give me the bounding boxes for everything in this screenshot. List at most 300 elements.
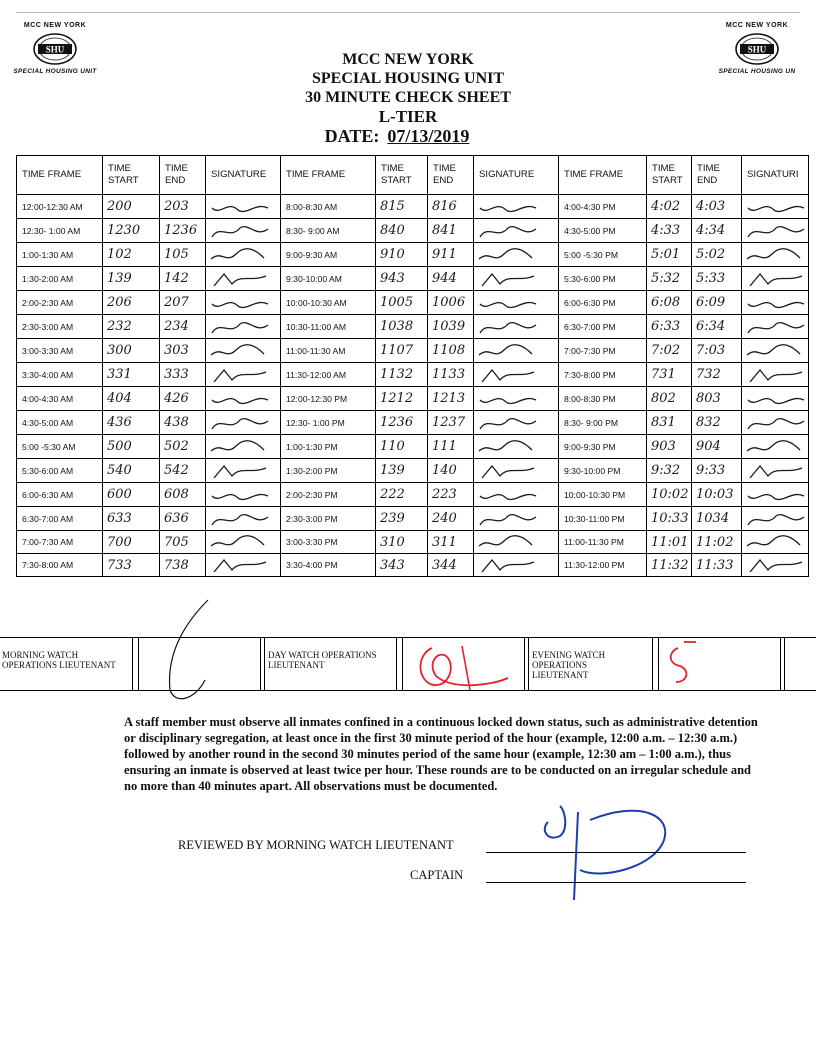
column-header: SIGNATURI [742, 156, 809, 195]
table-row [17, 459, 809, 483]
time-start-cell: 139 [103, 267, 160, 291]
time-end-cell: 816 [428, 195, 474, 219]
signature-cell [474, 554, 559, 577]
initials-signature [474, 436, 559, 458]
time-start-cell: 910 [376, 243, 428, 267]
signature-cell [474, 339, 559, 363]
signature-cell [206, 243, 281, 267]
time-frame-cell: 12:30- 1:00 AM [17, 219, 103, 243]
time-start-cell: 11:01 [647, 531, 692, 554]
time-end-cell: 5:02 [692, 243, 742, 267]
time-start-cell: 500 [103, 435, 160, 459]
morning-watch-label: MORNING WATCH OPERATIONS LIEUTENANT [2, 650, 116, 670]
signature-cell [742, 219, 809, 243]
time-end-cell: 502 [160, 435, 206, 459]
time-end-cell: 140 [428, 459, 474, 483]
signature-cell [474, 195, 559, 219]
table-row [17, 483, 809, 507]
time-frame-cell: 6:00-6:30 PM [559, 291, 647, 315]
table-row [17, 435, 809, 459]
signature-cell [206, 339, 281, 363]
time-frame-cell: 6:30-7:00 AM [17, 507, 103, 531]
time-start-cell: 9:32 [647, 459, 692, 483]
signature-cell [206, 531, 281, 554]
time-start-cell: 903 [647, 435, 692, 459]
policy-notice: A staff member must observe all inmates confined in a continuous locked down status, such as administrative detention or disciplinary segregation, at least once in the first 30 minute period of the hour (example, 12:00 a.m. – 12:30 a.m.) followed by another round in the second 30 minutes period of the same hour (example, 12:30 am – 1:00 a.m.), thus ensuring an inmate is observed at least twice per hour. These rounds are to be conducted on an irregular schedule and no more than 40 minutes apart. All observations must be documented. [124, 715, 758, 793]
initials-signature [206, 340, 281, 362]
table-row [17, 291, 809, 315]
time-end-cell: 1034 [692, 507, 742, 531]
time-frame-cell: 10:30-11:00 PM [559, 507, 647, 531]
column-header: TIME FRAME [559, 156, 647, 195]
title-tier: L-TIER [378, 107, 438, 126]
initials-signature [474, 484, 559, 506]
table-header-row [17, 156, 809, 195]
time-start-cell: 1132 [376, 363, 428, 387]
initials-signature [474, 340, 559, 362]
signature-cell [206, 554, 281, 577]
divider [264, 638, 265, 690]
table-row [17, 507, 809, 531]
time-start-cell: 1038 [376, 315, 428, 339]
time-frame-cell: 9:30-10:00 AM [281, 267, 376, 291]
table-body [17, 195, 809, 577]
initials-signature [206, 554, 281, 576]
time-start-cell: 802 [647, 387, 692, 411]
column-header: TIME END [692, 156, 742, 195]
time-start-cell: 206 [103, 291, 160, 315]
time-end-cell: 904 [692, 435, 742, 459]
time-start-cell: 7:02 [647, 339, 692, 363]
time-start-cell: 733 [103, 554, 160, 577]
time-frame-cell: 8:00-8:30 PM [559, 387, 647, 411]
time-start-cell: 540 [103, 459, 160, 483]
time-frame-cell: 1:30-2:00 PM [281, 459, 376, 483]
time-frame-cell: 1:00-1:30 PM [281, 435, 376, 459]
table-row [17, 219, 809, 243]
title-unit: SPECIAL HOUSING UNIT [311, 70, 505, 87]
watch-lieutenant-strip [0, 637, 816, 691]
signature-cell [742, 387, 809, 411]
time-frame-cell: 11:00-11:30 AM [281, 339, 376, 363]
signature-cell [474, 219, 559, 243]
initials-signature [206, 412, 281, 434]
signature-cell [742, 459, 809, 483]
initials-signature [206, 508, 281, 530]
signature-cell [742, 531, 809, 554]
time-end-cell: 705 [160, 531, 206, 554]
signature-cell [206, 459, 281, 483]
time-end-cell: 5:33 [692, 267, 742, 291]
signature-cell [742, 195, 809, 219]
time-frame-cell: 5:00 -5:30 AM [17, 435, 103, 459]
time-end-cell: 1108 [428, 339, 474, 363]
seal-bottom-text: SPECIAL HOUSING UNIT [13, 68, 97, 75]
initials-signature [206, 531, 281, 553]
column-header: TIME FRAME [281, 156, 376, 195]
time-frame-cell: 4:30-5:00 PM [559, 219, 647, 243]
time-end-cell: 333 [160, 363, 206, 387]
time-frame-cell: 7:30-8:00 PM [559, 363, 647, 387]
time-frame-cell: 12:00-12:30 AM [17, 195, 103, 219]
signature-cell [474, 363, 559, 387]
divider [132, 638, 133, 690]
divider [260, 638, 261, 690]
divider [784, 638, 785, 690]
signature-cell [742, 483, 809, 507]
signature-cell [206, 435, 281, 459]
time-end-cell: 142 [160, 267, 206, 291]
time-end-cell: 4:34 [692, 219, 742, 243]
initials-signature [206, 364, 281, 386]
time-frame-cell: 5:00 -5:30 PM [559, 243, 647, 267]
captain-line [486, 882, 746, 883]
time-frame-cell: 12:30- 1:00 PM [281, 411, 376, 435]
signature-cell [474, 315, 559, 339]
time-end-cell: 344 [428, 554, 474, 577]
time-frame-cell: 10:00-10:30 PM [559, 483, 647, 507]
time-start-cell: 5:01 [647, 243, 692, 267]
divider [658, 638, 659, 690]
divider [138, 638, 139, 690]
time-end-cell: 203 [160, 195, 206, 219]
seal-bottom-text: SPECIAL HOUSING UN [718, 68, 796, 75]
signature-cell [474, 483, 559, 507]
time-start-cell: 139 [376, 459, 428, 483]
time-end-cell: 438 [160, 411, 206, 435]
initials-signature [474, 244, 559, 266]
time-start-cell: 102 [103, 243, 160, 267]
time-start-cell: 731 [647, 363, 692, 387]
initials-signature [474, 268, 559, 290]
initials-signature [742, 340, 809, 362]
signature-cell [206, 363, 281, 387]
time-frame-cell: 9:00-9:30 PM [559, 435, 647, 459]
sheet-title-block [0, 50, 816, 146]
time-start-cell: 200 [103, 195, 160, 219]
time-frame-cell: 7:30-8:00 AM [17, 554, 103, 577]
initials-signature [474, 220, 559, 242]
time-start-cell: 222 [376, 483, 428, 507]
page-top-rule [16, 12, 800, 13]
check-sheet-table [16, 155, 809, 577]
initials-signature [742, 460, 809, 482]
time-end-cell: 7:03 [692, 339, 742, 363]
initials-signature [742, 388, 809, 410]
time-start-cell: 633 [103, 507, 160, 531]
initials-signature [742, 292, 809, 314]
table-row [17, 195, 809, 219]
time-end-cell: 911 [428, 243, 474, 267]
time-frame-cell: 2:30-3:00 PM [281, 507, 376, 531]
time-frame-cell: 4:00-4:30 PM [559, 195, 647, 219]
signature-cell [206, 267, 281, 291]
time-start-cell: 310 [376, 531, 428, 554]
initials-signature [742, 436, 809, 458]
table-row [17, 531, 809, 554]
table-row [17, 315, 809, 339]
initials-signature [206, 316, 281, 338]
seal-top-text: MCC NEW YORK [23, 22, 87, 29]
time-end-cell: 542 [160, 459, 206, 483]
signature-cell [474, 243, 559, 267]
signature-cell [206, 315, 281, 339]
time-start-cell: 5:32 [647, 267, 692, 291]
time-start-cell: 943 [376, 267, 428, 291]
time-start-cell: 600 [103, 483, 160, 507]
time-end-cell: 10:03 [692, 483, 742, 507]
signature-cell [742, 507, 809, 531]
seal-badge-text: SHU [747, 44, 767, 55]
time-end-cell: 832 [692, 411, 742, 435]
divider [780, 638, 781, 690]
time-frame-cell: 2:00-2:30 PM [281, 483, 376, 507]
initials-signature [474, 460, 559, 482]
signature-cell [206, 219, 281, 243]
time-end-cell: 9:33 [692, 459, 742, 483]
signature-cell [206, 291, 281, 315]
column-header: TIME END [160, 156, 206, 195]
time-start-cell: 4:33 [647, 219, 692, 243]
time-end-cell: 732 [692, 363, 742, 387]
divider [528, 638, 529, 690]
evening-watch-label: EVENING WATCH OPERATIONS LIEUTENANT [532, 650, 606, 680]
initials-signature [206, 196, 281, 218]
column-header: TIME END [428, 156, 474, 195]
captain-signature [545, 806, 665, 900]
time-start-cell: 1230 [103, 219, 160, 243]
time-frame-cell: 5:30-6:00 AM [17, 459, 103, 483]
time-end-cell: 1006 [428, 291, 474, 315]
time-start-cell: 232 [103, 315, 160, 339]
initials-signature [742, 220, 809, 242]
time-start-cell: 436 [103, 411, 160, 435]
time-end-cell: 207 [160, 291, 206, 315]
time-frame-cell: 10:30-11:00 AM [281, 315, 376, 339]
time-end-cell: 311 [428, 531, 474, 554]
initials-signature [742, 412, 809, 434]
time-end-cell: 111 [428, 435, 474, 459]
time-start-cell: 300 [103, 339, 160, 363]
signature-cell [206, 411, 281, 435]
date-line [0, 127, 816, 146]
initials-signature [474, 554, 559, 576]
time-start-cell: 1005 [376, 291, 428, 315]
signature-cell [474, 411, 559, 435]
time-end-cell: 11:33 [692, 554, 742, 577]
seal-top-text: MCC NEW YORK [725, 22, 789, 29]
signature-cell [742, 267, 809, 291]
initials-signature [474, 508, 559, 530]
initials-signature [206, 388, 281, 410]
signature-cell [206, 195, 281, 219]
time-end-cell: 1133 [428, 363, 474, 387]
initials-signature [742, 196, 809, 218]
signature-cell [742, 554, 809, 577]
initials-signature [742, 531, 809, 553]
initials-signature [474, 292, 559, 314]
time-frame-cell: 9:30-10:00 PM [559, 459, 647, 483]
time-end-cell: 234 [160, 315, 206, 339]
initials-signature [206, 436, 281, 458]
divider [524, 638, 525, 690]
divider [396, 638, 397, 690]
signature-cell [742, 411, 809, 435]
signature-cell [742, 435, 809, 459]
initials-signature [206, 484, 281, 506]
initials-signature [474, 316, 559, 338]
signature-cell [474, 267, 559, 291]
time-frame-cell: 3:00-3:30 AM [17, 339, 103, 363]
initials-signature [742, 364, 809, 386]
column-header: SIGNATURE [474, 156, 559, 195]
time-start-cell: 239 [376, 507, 428, 531]
time-start-cell: 1107 [376, 339, 428, 363]
time-frame-cell: 7:00-7:30 AM [17, 531, 103, 554]
table-row [17, 554, 809, 577]
signature-cell [206, 483, 281, 507]
signature-cell [742, 363, 809, 387]
initials-signature [474, 364, 559, 386]
signature-cell [474, 291, 559, 315]
time-start-cell: 10:33 [647, 507, 692, 531]
time-end-cell: 636 [160, 507, 206, 531]
column-header: TIME START [376, 156, 428, 195]
time-start-cell: 815 [376, 195, 428, 219]
date-value: 07/13/2019 [387, 126, 470, 146]
initials-signature [474, 531, 559, 553]
initials-signature [742, 268, 809, 290]
time-end-cell: 738 [160, 554, 206, 577]
signature-cell [742, 291, 809, 315]
seal-badge-text: SHU [45, 44, 65, 55]
time-frame-cell: 1:00-1:30 AM [17, 243, 103, 267]
time-start-cell: 343 [376, 554, 428, 577]
signature-cell [474, 435, 559, 459]
initials-signature [474, 412, 559, 434]
title-facility: MCC NEW YORK [342, 51, 474, 68]
column-header: TIME START [103, 156, 160, 195]
initials-signature [206, 268, 281, 290]
reviewed-by-line [486, 852, 746, 853]
time-frame-cell: 11:30-12:00 PM [559, 554, 647, 577]
time-frame-cell: 1:30-2:00 AM [17, 267, 103, 291]
time-end-cell: 944 [428, 267, 474, 291]
time-frame-cell: 10:00-10:30 AM [281, 291, 376, 315]
date-label: DATE: [324, 126, 380, 146]
signature-cell [474, 507, 559, 531]
signature-cell [474, 531, 559, 554]
time-end-cell: 1236 [160, 219, 206, 243]
time-frame-cell: 8:30- 9:00 AM [281, 219, 376, 243]
time-end-cell: 1213 [428, 387, 474, 411]
signature-cell [474, 387, 559, 411]
time-end-cell: 240 [428, 507, 474, 531]
time-start-cell: 6:33 [647, 315, 692, 339]
signature-cell [742, 315, 809, 339]
time-frame-cell: 11:30-12:00 AM [281, 363, 376, 387]
time-start-cell: 840 [376, 219, 428, 243]
column-header: TIME START [647, 156, 692, 195]
table-row [17, 267, 809, 291]
time-frame-cell: 8:30- 9:00 PM [559, 411, 647, 435]
initials-signature [474, 196, 559, 218]
time-start-cell: 10:02 [647, 483, 692, 507]
time-end-cell: 6:34 [692, 315, 742, 339]
time-end-cell: 1237 [428, 411, 474, 435]
table-row [17, 339, 809, 363]
time-frame-cell: 3:30-4:00 AM [17, 363, 103, 387]
initials-signature [742, 244, 809, 266]
time-frame-cell: 5:30-6:00 PM [559, 267, 647, 291]
time-end-cell: 1039 [428, 315, 474, 339]
day-watch-label: DAY WATCH OPERATIONS LIEUTENANT [268, 650, 377, 670]
signature-cell [206, 507, 281, 531]
title-sheet-name: 30 MINUTE CHECK SHEET [305, 89, 511, 106]
signature-cell [742, 243, 809, 267]
time-start-cell: 331 [103, 363, 160, 387]
time-start-cell: 1236 [376, 411, 428, 435]
initials-signature [742, 316, 809, 338]
signature-cell [742, 339, 809, 363]
time-start-cell: 4:02 [647, 195, 692, 219]
time-end-cell: 803 [692, 387, 742, 411]
time-start-cell: 6:08 [647, 291, 692, 315]
time-end-cell: 841 [428, 219, 474, 243]
table-row [17, 363, 809, 387]
time-end-cell: 303 [160, 339, 206, 363]
time-start-cell: 110 [376, 435, 428, 459]
reviewed-by-label: REVIEWED BY MORNING WATCH LIEUTENANT [178, 838, 454, 852]
initials-signature [206, 244, 281, 266]
time-end-cell: 6:09 [692, 291, 742, 315]
time-end-cell: 105 [160, 243, 206, 267]
time-start-cell: 831 [647, 411, 692, 435]
table-row [17, 243, 809, 267]
captain-label: CAPTAIN [410, 868, 464, 882]
initials-signature [742, 484, 809, 506]
column-header: SIGNATURE [206, 156, 281, 195]
time-start-cell: 1212 [376, 387, 428, 411]
time-start-cell: 11:32 [647, 554, 692, 577]
time-frame-cell: 4:00-4:30 AM [17, 387, 103, 411]
time-start-cell: 700 [103, 531, 160, 554]
time-frame-cell: 2:30-3:00 AM [17, 315, 103, 339]
initials-signature [742, 554, 809, 576]
time-frame-cell: 6:30-7:00 PM [559, 315, 647, 339]
time-end-cell: 4:03 [692, 195, 742, 219]
time-end-cell: 223 [428, 483, 474, 507]
signature-cell [474, 459, 559, 483]
table-row [17, 387, 809, 411]
divider [402, 638, 403, 690]
time-end-cell: 608 [160, 483, 206, 507]
time-frame-cell: 3:00-3:30 PM [281, 531, 376, 554]
initials-signature [742, 508, 809, 530]
time-frame-cell: 4:30-5:00 AM [17, 411, 103, 435]
initials-signature [206, 292, 281, 314]
table-row [17, 411, 809, 435]
time-frame-cell: 12:00-12:30 PM [281, 387, 376, 411]
time-frame-cell: 7:00-7:30 PM [559, 339, 647, 363]
time-start-cell: 404 [103, 387, 160, 411]
divider [652, 638, 653, 690]
column-header: TIME FRAME [17, 156, 103, 195]
time-end-cell: 11:02 [692, 531, 742, 554]
time-frame-cell: 9:00-9:30 AM [281, 243, 376, 267]
initials-signature [206, 220, 281, 242]
time-frame-cell: 8:00-8:30 AM [281, 195, 376, 219]
